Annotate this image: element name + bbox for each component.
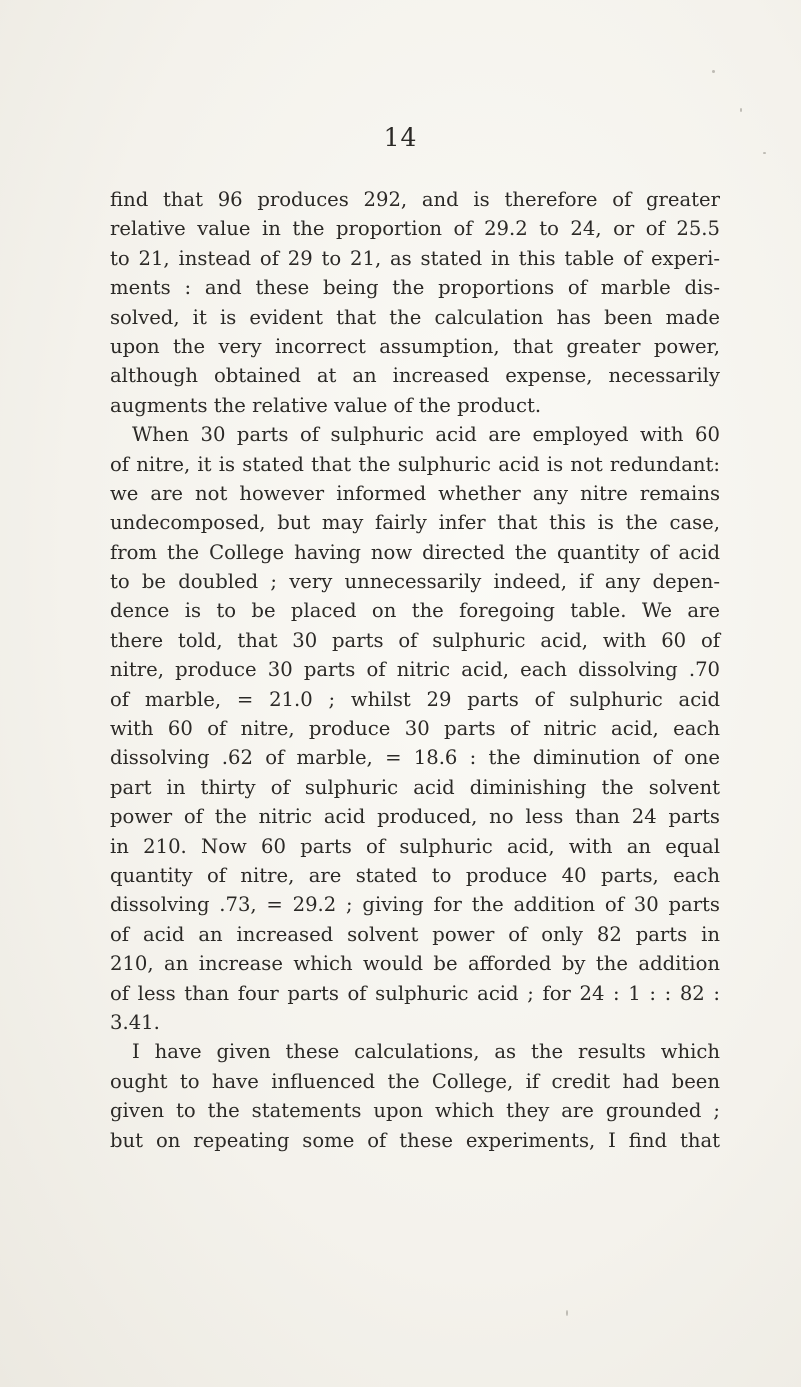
text-line: from the College having now directed the quantity of acid bbox=[110, 540, 720, 564]
text-line: we are not however informed whether any nitre remains bbox=[110, 481, 720, 505]
text-line: 3.41. bbox=[110, 1010, 160, 1034]
text-line: find that 96 produces 292, and is therefore of greater bbox=[110, 188, 720, 211]
text-line: solved, it is evident that the calculation has been made bbox=[110, 305, 720, 329]
body-text bbox=[110, 185, 720, 1155]
text-line: ments : and these being the proportions of marble dis- bbox=[110, 276, 720, 300]
text-line: dissolving .73, = 29.2 ; giving for the addition of 30 parts bbox=[110, 893, 720, 917]
text-line: to 21, instead of 29 to 21, as stated in this table of experi- bbox=[110, 246, 720, 270]
text-line: ought to have influenced the College, if credit had been bbox=[110, 1069, 720, 1093]
text-line: there told, that 30 parts of sulphuric acid, with 60 of bbox=[110, 628, 720, 652]
text-line: nitre, produce 30 parts of nitric acid, each dissolving .70 bbox=[110, 658, 720, 682]
text-line: I have given these calculations, as the results which bbox=[132, 1040, 720, 1064]
text-line: augments the relative value of the product. bbox=[110, 393, 542, 417]
scan-speck bbox=[566, 1310, 568, 1316]
text-line: part in thirty of sulphuric acid diminishing the solvent bbox=[110, 775, 720, 799]
text-line: dence is to be placed on the foregoing table. We are bbox=[110, 599, 720, 623]
text-line: although obtained at an increased expense, necessarily bbox=[110, 364, 720, 388]
text-line: quantity of nitre, are stated to produce 40 parts, each bbox=[110, 863, 720, 887]
text-line: 210, an increase which would be afforded by the addition bbox=[110, 952, 720, 976]
scan-speck bbox=[763, 152, 766, 154]
text-line: When 30 parts of sulphuric acid are employed with 60 bbox=[132, 423, 720, 447]
text-line: in 210. Now 60 parts of sulphuric acid, with an equal bbox=[110, 834, 720, 858]
text-line: with 60 of nitre, produce 30 parts of nitric acid, each bbox=[110, 717, 720, 741]
scan-speck bbox=[740, 108, 742, 112]
text-line: of marble, = 21.0 ; whilst 29 parts of sulphuric acid bbox=[110, 687, 720, 711]
scan-speck bbox=[712, 70, 715, 73]
text-line: upon the very incorrect assumption, that greater power, bbox=[110, 334, 720, 358]
text-line: given to the statements upon which they are grounded ; bbox=[110, 1099, 720, 1123]
text-line: of less than four parts of sulphuric acid ; for 24 : 1 : : 82 : bbox=[110, 981, 720, 1005]
text-line: power of the nitric acid produced, no less than 24 parts bbox=[110, 805, 720, 829]
text-line: of acid an increased solvent power of only 82 parts in bbox=[110, 922, 720, 946]
text-line: undecomposed, but may fairly infer that this is the case, bbox=[110, 511, 720, 535]
text-line: dissolving .62 of marble, = 18.6 : the diminution of one bbox=[110, 746, 720, 770]
text-line: to be doubled ; very unnecessarily indeed, if any depen- bbox=[110, 570, 720, 594]
text-line: of nitre, it is stated that the sulphuric acid is not redundant: bbox=[110, 452, 720, 476]
text-line: but on repeating some of these experiments, I find that bbox=[110, 1128, 720, 1152]
text-line: relative value in the proportion of 29.2 to 24, or of 25.5 bbox=[110, 217, 720, 241]
page-number: 14 bbox=[383, 123, 418, 152]
